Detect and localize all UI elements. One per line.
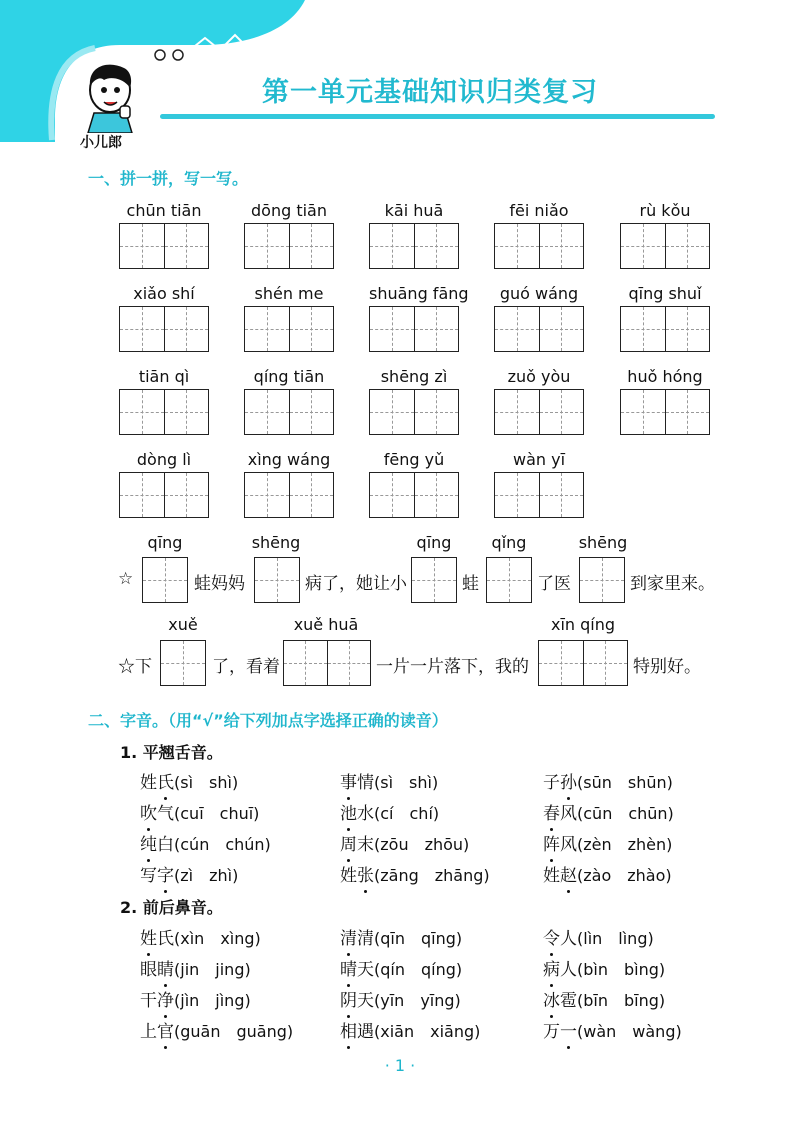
pronunciation-item: 事情(sì shì) (340, 773, 439, 793)
sentence1-pinyin-1: qīng (147, 533, 183, 552)
write-box[interactable] (486, 557, 532, 603)
write-box[interactable] (119, 389, 209, 435)
option-b[interactable]: chūn (628, 804, 668, 823)
char: 子 (543, 773, 560, 793)
option-b[interactable]: shì (409, 773, 432, 792)
option-b[interactable]: zhèn (627, 835, 667, 854)
option-b[interactable]: zhāng (434, 866, 484, 885)
write-box[interactable] (244, 223, 334, 269)
char: 氏 (157, 773, 174, 793)
write-box[interactable] (244, 472, 334, 518)
char: 天 (357, 960, 374, 980)
char: 干 (140, 991, 157, 1011)
pronunciation-item: 阵风(zèn zhèn) (543, 835, 673, 855)
sentence2-text-3: 特别好。 (633, 657, 701, 677)
option-b[interactable]: shūn (627, 773, 667, 792)
write-box[interactable] (369, 389, 459, 435)
write-box[interactable] (369, 306, 459, 352)
option-a[interactable]: cūn (583, 804, 613, 823)
option-b[interactable]: zhào (627, 866, 666, 885)
pinyin-label: fēng yǔ (383, 450, 445, 469)
option-b[interactable]: xiāng (430, 1022, 475, 1041)
char: 官 (157, 1022, 174, 1042)
pinyin-label: wàn yī (512, 450, 566, 469)
option-b[interactable]: zhōu (424, 835, 464, 854)
char: 阵 (543, 835, 560, 855)
char: 人 (560, 960, 577, 980)
option-b[interactable]: jìng (215, 991, 245, 1010)
option-a[interactable]: zèn (583, 835, 612, 854)
pronunciation-item: 周末(zōu zhōu) (340, 835, 470, 855)
option-a[interactable]: wàn (583, 1022, 617, 1041)
char: 末 (357, 835, 374, 855)
write-box[interactable] (620, 306, 710, 352)
pronunciation-item: 晴天(qín qíng) (340, 960, 463, 980)
pinyin-label: tiān qì (138, 367, 190, 386)
char: 纯 (140, 835, 157, 855)
sentence1-text-3: 蛙 (462, 574, 479, 594)
option-a[interactable]: zōu (380, 835, 409, 854)
option-b[interactable]: zhì (209, 866, 233, 885)
pinyin-label: dòng lì (136, 450, 192, 469)
write-box[interactable] (283, 640, 371, 686)
char: 净 (157, 991, 174, 1011)
option-a[interactable]: bīn (583, 991, 608, 1010)
option-b[interactable]: chuī (219, 804, 254, 823)
option-a[interactable]: sì (380, 773, 394, 792)
sentence1-text-4: 了医 (537, 574, 571, 594)
char: 池 (340, 804, 357, 824)
option-b[interactable]: yīng (420, 991, 455, 1010)
char: 清 (340, 929, 357, 949)
pinyin-label: fēi niǎo (509, 201, 569, 220)
option-b[interactable]: jing (215, 960, 245, 979)
pronunciation-item: 冰雹(bīn bīng) (543, 991, 666, 1011)
brand-name: 小儿郎 (80, 135, 122, 151)
option-a[interactable]: jin (180, 960, 200, 979)
pinyin-label: qīng shuǐ (628, 284, 702, 303)
section2-title: 二、字音。（用“√”给下列加点字选择正确的读音） (88, 711, 448, 730)
option-a[interactable]: guān (180, 1022, 221, 1041)
option-a[interactable]: zì (180, 866, 194, 885)
option-b[interactable]: bìng (624, 960, 659, 979)
option-a[interactable]: yīn (380, 991, 405, 1010)
pronunciation-item: 上官(guān guāng) (140, 1022, 294, 1042)
pronunciation-item: 姓张(zāng zhāng) (340, 866, 490, 886)
write-box[interactable] (620, 389, 710, 435)
write-box[interactable] (620, 223, 710, 269)
sentence1-text-1: 蛙妈妈 (194, 574, 245, 594)
option-a[interactable]: zào (583, 866, 612, 885)
char: 姓 (543, 866, 560, 886)
pinyin-label: shén me (254, 284, 324, 303)
option-a[interactable]: xìn (180, 929, 205, 948)
sentence2-text-2: 一片一片落下，我的 (376, 657, 529, 677)
char: 阴 (340, 991, 357, 1011)
sentence2-pinyin-2: xuě huā (293, 615, 359, 634)
option-a[interactable]: lìn (583, 929, 603, 948)
pronunciation-item: 眼睛(jin jing) (140, 960, 251, 980)
char: 事 (340, 773, 357, 793)
pinyin-label: chūn tiān (126, 201, 202, 220)
char: 雹 (560, 991, 577, 1011)
pronunciation-item: 春风(cūn chūn) (543, 804, 674, 824)
char: 天 (357, 991, 374, 1011)
write-box[interactable] (494, 389, 584, 435)
page-title: 第一单元基础知识归类复习 (262, 77, 598, 108)
option-a[interactable]: sì (180, 773, 194, 792)
star-mark: ☆ (118, 569, 134, 589)
char: 万 (543, 1022, 560, 1042)
pronunciation-item: 吹气(cuī chuī) (140, 804, 260, 824)
char: 姓 (140, 773, 157, 793)
option-a[interactable]: zāng (380, 866, 419, 885)
option-b[interactable]: lìng (618, 929, 648, 948)
char: 赵 (560, 866, 577, 886)
char: 周 (340, 835, 357, 855)
pronunciation-item: 子孙(sūn shūn) (543, 773, 673, 793)
write-box[interactable] (119, 306, 209, 352)
sub1-title: 1. 平翘舌音。 (120, 743, 223, 762)
option-a[interactable]: qīn (380, 929, 405, 948)
write-box[interactable] (119, 472, 209, 518)
pinyin-label: guó wáng (499, 284, 579, 303)
option-b[interactable]: chún (225, 835, 265, 854)
char: 姓 (140, 929, 157, 949)
pronunciation-item: 池水(cí chí) (340, 804, 440, 824)
sentence1-pinyin-3: qīng (416, 533, 452, 552)
write-box[interactable] (538, 640, 628, 686)
char: 写 (140, 866, 157, 886)
sentence2-text-start: ☆下 (118, 657, 152, 677)
char: 情 (357, 773, 374, 793)
option-a[interactable]: xiān (380, 1022, 415, 1041)
write-box[interactable] (494, 223, 584, 269)
char: 一 (560, 1022, 577, 1042)
write-box[interactable] (254, 557, 300, 603)
char: 令 (543, 929, 560, 949)
sentence1-pinyin-2: shēng (251, 533, 301, 552)
sentence1-pinyin-5: shēng (578, 533, 628, 552)
char: 相 (340, 1022, 357, 1042)
write-box[interactable] (494, 472, 584, 518)
pronunciation-item: 干净(jìn jìng) (140, 991, 251, 1011)
option-b[interactable]: wàng (632, 1022, 676, 1041)
char: 张 (357, 866, 374, 886)
char: 姓 (340, 866, 357, 886)
char: 遇 (357, 1022, 374, 1042)
write-box[interactable] (411, 557, 457, 603)
option-a[interactable]: sūn (583, 773, 612, 792)
pinyin-label: zuǒ yòu (507, 367, 571, 386)
pinyin-label: dōng tiān (251, 201, 327, 220)
option-b[interactable]: qīng (421, 929, 456, 948)
char: 字 (157, 866, 174, 886)
option-a[interactable]: cún (180, 835, 210, 854)
char: 眼 (140, 960, 157, 980)
write-box[interactable] (369, 223, 459, 269)
char: 氏 (157, 929, 174, 949)
option-b[interactable]: qíng (421, 960, 456, 979)
option-a[interactable]: jìn (180, 991, 200, 1010)
pronunciation-item: 万一(wàn wàng) (543, 1022, 682, 1042)
char: 气 (157, 804, 174, 824)
pronunciation-item: 写字(zì zhì) (140, 866, 239, 886)
pinyin-label: rù kǒu (639, 201, 691, 220)
char: 春 (543, 804, 560, 824)
pronunciation-item: 相遇(xiān xiāng) (340, 1022, 481, 1042)
pinyin-label: kāi huā (384, 201, 444, 220)
pronunciation-item: 姓赵(zào zhào) (543, 866, 672, 886)
option-b[interactable]: shì (209, 773, 232, 792)
char: 人 (560, 929, 577, 949)
pronunciation-item: 姓氏(xìn xìng) (140, 929, 261, 949)
char: 吹 (140, 804, 157, 824)
write-box[interactable] (142, 557, 188, 603)
option-b[interactable]: guāng (236, 1022, 287, 1041)
write-box[interactable] (160, 640, 206, 686)
sentence2-pinyin-3: xīn qíng (550, 615, 616, 634)
char: 孙 (560, 773, 577, 793)
section1-title: 一、拼一拼，写一写。 (88, 169, 249, 188)
option-a[interactable]: qín (380, 960, 405, 979)
write-box[interactable] (244, 306, 334, 352)
option-b[interactable]: bīng (624, 991, 659, 1010)
pinyin-label: qíng tiān (253, 367, 325, 386)
option-a[interactable]: cí (380, 804, 394, 823)
option-a[interactable]: bìn (583, 960, 608, 979)
pronunciation-item: 令人(lìn lìng) (543, 929, 654, 949)
boy-cartoon-icon (80, 58, 142, 133)
option-b[interactable]: xìng (220, 929, 255, 948)
write-box[interactable] (119, 223, 209, 269)
sentence1-text-5: 到家里来。 (630, 574, 715, 594)
pronunciation-item: 清清(qīn qīng) (340, 929, 463, 949)
pronunciation-item: 阴天(yīn yīng) (340, 991, 461, 1011)
char: 上 (140, 1022, 157, 1042)
pinyin-label: shēng zì (380, 367, 448, 386)
pronunciation-item: 病人(bìn bìng) (543, 960, 666, 980)
char: 水 (357, 804, 374, 824)
write-box[interactable] (494, 306, 584, 352)
option-a[interactable]: cuī (180, 804, 204, 823)
option-b[interactable]: chí (409, 804, 433, 823)
char: 风 (560, 835, 577, 855)
char: 晴 (340, 960, 357, 980)
sub2-title: 2. 前后鼻音。 (120, 898, 223, 917)
sentence1-text-2: 病了，她让小 (305, 574, 407, 594)
pinyin-label: xiǎo shí (133, 284, 195, 303)
pinyin-label: shuāng fāng (369, 284, 469, 303)
pinyin-label: huǒ hóng (627, 367, 703, 386)
write-box[interactable] (579, 557, 625, 603)
char: 病 (543, 960, 560, 980)
page-number: · 1 · (384, 1056, 416, 1075)
char: 睛 (157, 960, 174, 980)
pinyin-label: xìng wáng (247, 450, 331, 469)
pronunciation-item: 姓氏(sì shì) (140, 773, 239, 793)
char: 白 (157, 835, 174, 855)
char: 清 (357, 929, 374, 949)
sentence2-pinyin-1: xuě (168, 615, 198, 634)
title-underline (160, 114, 715, 119)
sentence2-text-1: 了，看着 (212, 657, 280, 677)
char: 风 (560, 804, 577, 824)
write-box[interactable] (244, 389, 334, 435)
char: 冰 (543, 991, 560, 1011)
pronunciation-item: 纯白(cún chún) (140, 835, 271, 855)
write-box[interactable] (369, 472, 459, 518)
sentence1-pinyin-4: qǐng (491, 533, 527, 552)
